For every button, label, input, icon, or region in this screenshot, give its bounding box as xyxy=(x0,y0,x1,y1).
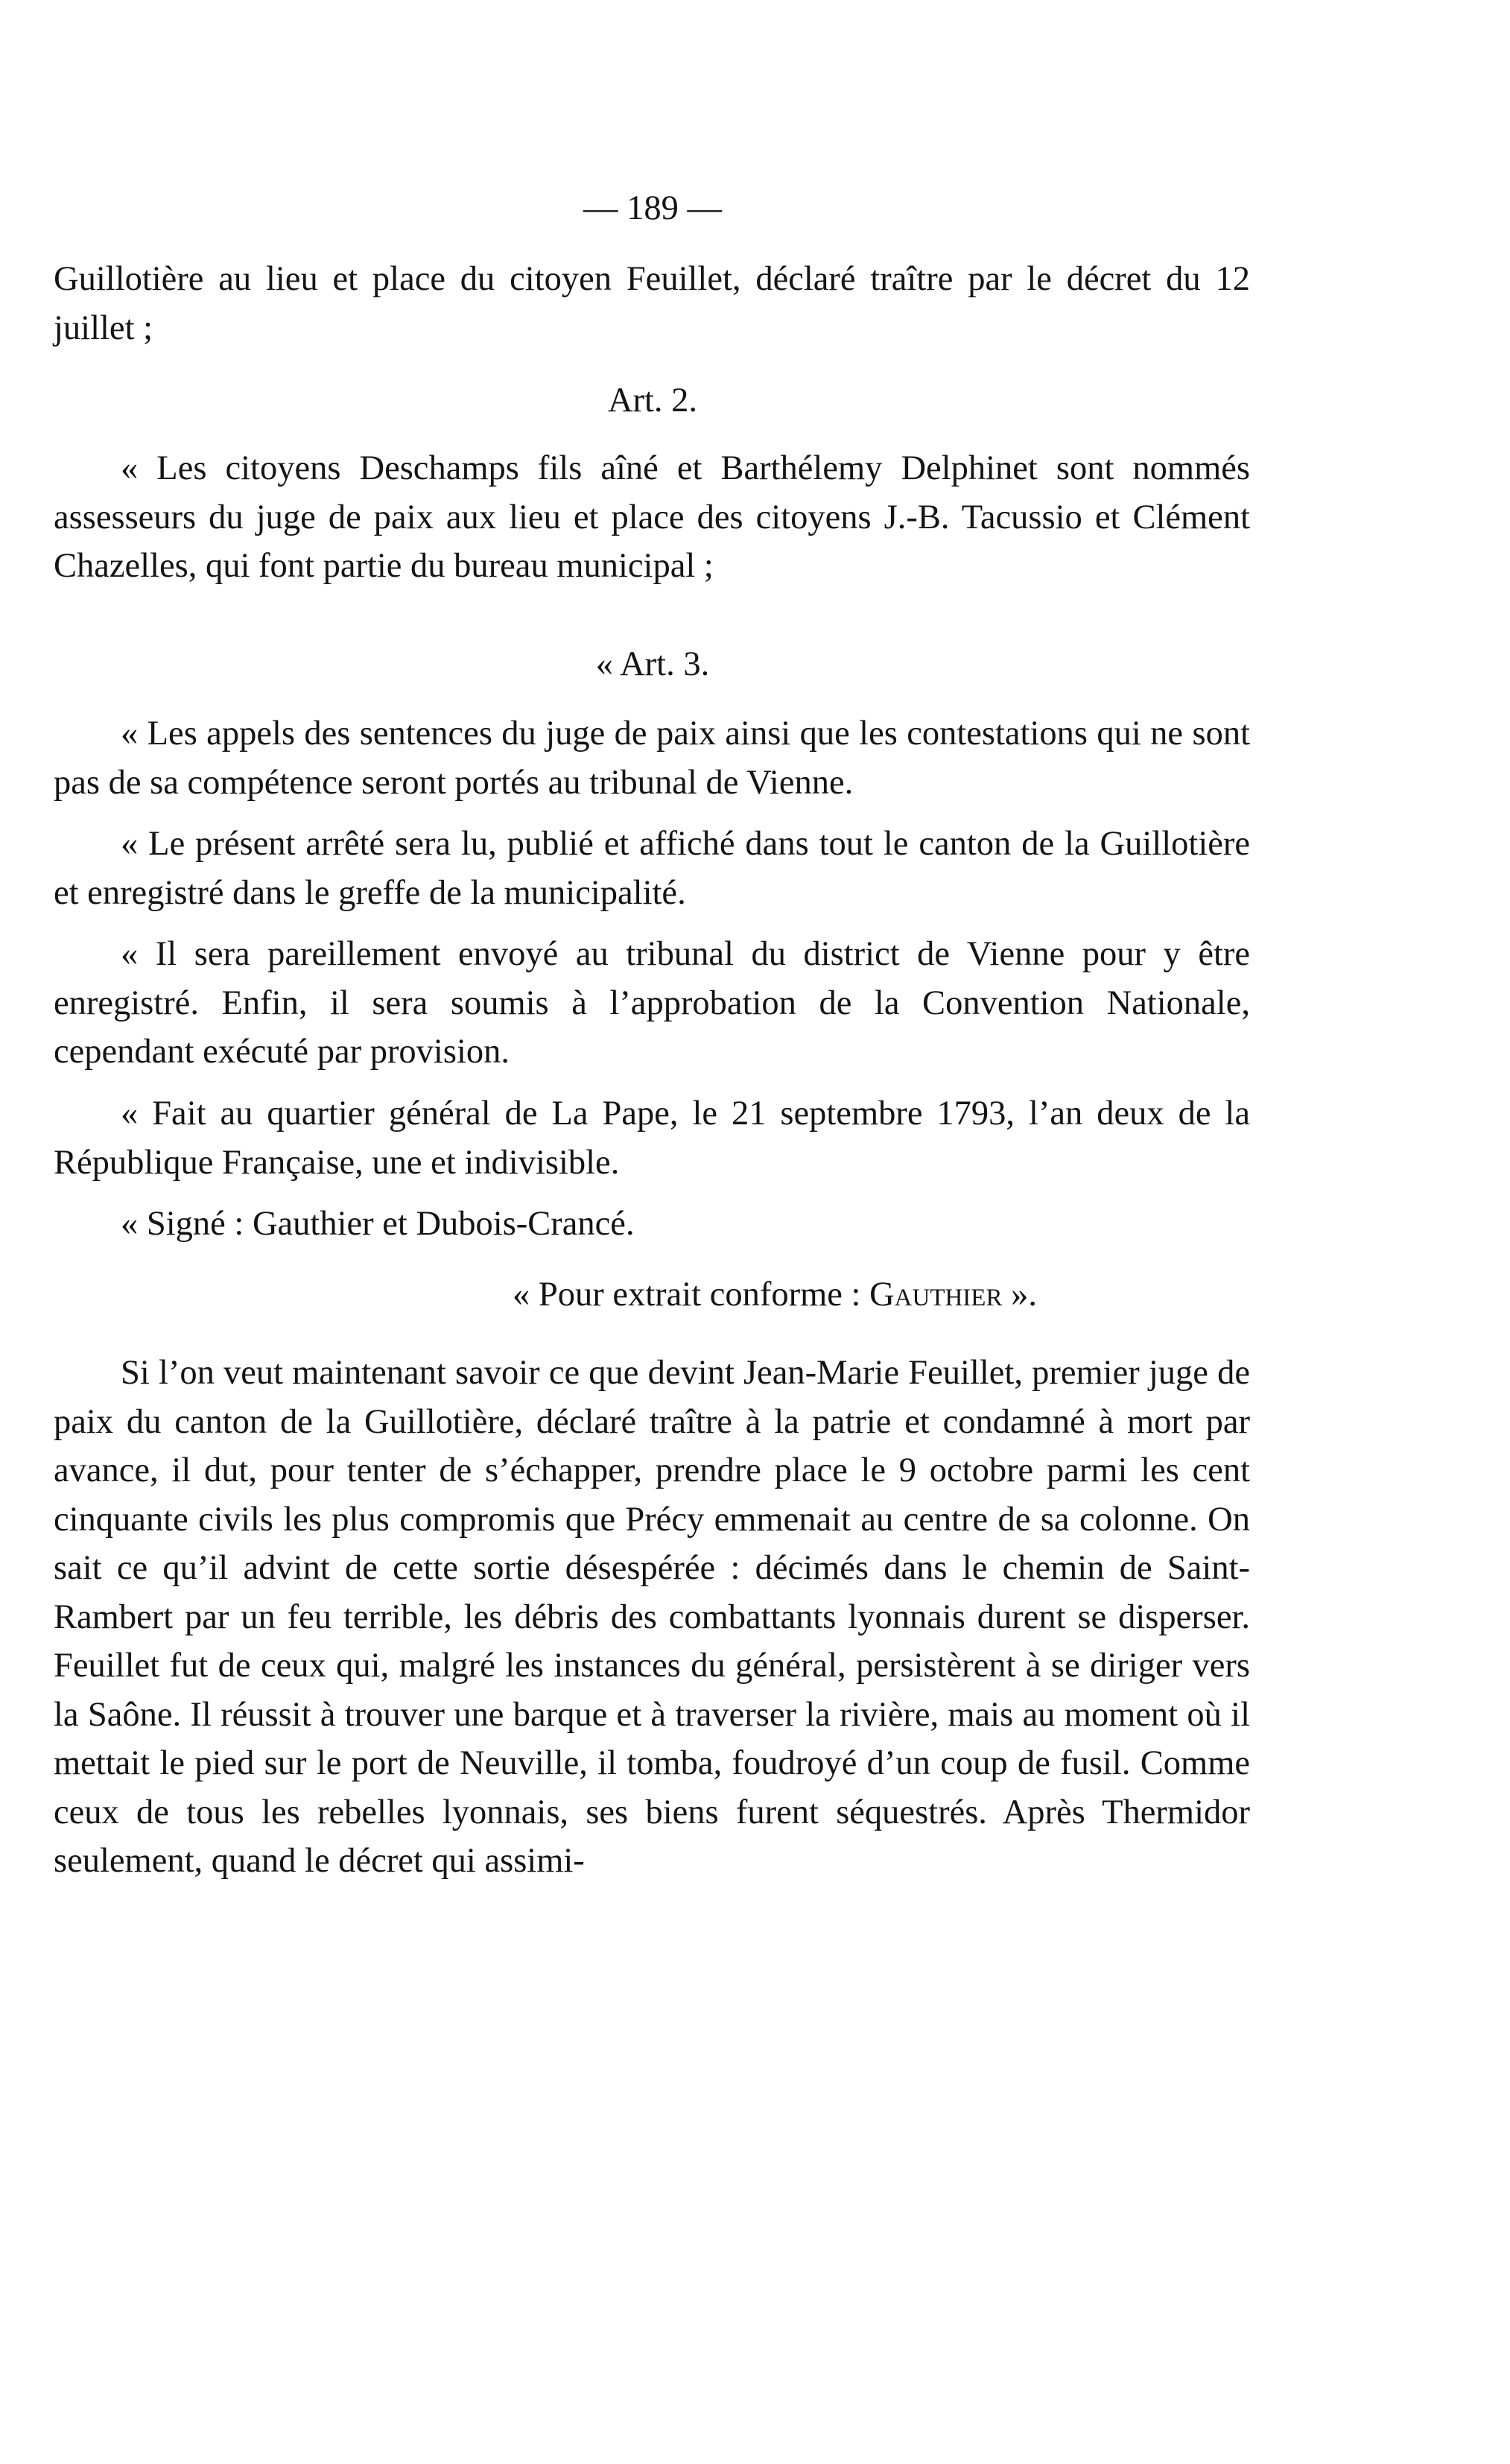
paragraph-appeals: « Les appels des sentences du juge de paix ainsi que les contestations qui ne sont pas de sa compétence seront portés au tribunal de Vienne. xyxy=(54,715,1250,802)
paragraph-assessors: « Les citoyens Deschamps fils aîné et Barthélemy Delphinet sont nommés assesseurs du juge de paix aux lieu et place des citoyens J.-B. Tacussio et Clément Chazelles, qui font partie du bureau municipal ; xyxy=(54,449,1250,585)
extract-attestation xyxy=(513,1273,1037,1317)
extract-signatory: Gauthier xyxy=(869,1276,1003,1314)
paragraph-done-at: « Fait au quartier général de La Pape, le 21 septembre 1793, l’an deux de la République Française, une et indivisible. xyxy=(54,1095,1250,1182)
extract-suffix: ». xyxy=(1002,1276,1037,1314)
paragraph-publication: « Le présent arrêté sera lu, publié et affiché dans tout le canton de la Guillotière et enregistré dans le greffe de la municipalité. xyxy=(54,825,1250,912)
article-3-heading: « Art. 3. xyxy=(595,645,710,683)
page-number: — 189 — xyxy=(583,189,722,227)
paragraph-continuation: Guillotière au lieu et place du citoyen Feuillet, déclaré traître par le décret du 12 juillet ; xyxy=(54,260,1250,347)
paragraph-feuillet-fate: Si l’on veut maintenant savoir ce que devint Jean-Marie Feuillet, premier juge de paix du canton de la Guillotière, déclaré traître à la patrie et condamné à mort par avance, il dut, pour tenter de s’échapper, prendre place le 9 octobre parmi les cent cinquante civils les plus compromis que Précy emmenait au centre de sa colonne. On sait ce qu’il advint de cette sortie désespérée : décimés dans le chemin de Saint-Rambert par un feu terrible, les débris des combattants lyonnais durent se disperser. Feuillet fut de ceux qui, malgré les instances du général, persistèrent à se diriger vers la Saône. Il réussit à trouver une barque et à traverser la rivière, mais au moment où il mettait le pied sur le port de Neuville, il tomba, foudroyé d’un coup de fusil. Comme ceux de tous les rebelles lyonnais, ses biens furent séquestrés. Après Thermidor seulement, quand le décret qui assimi- xyxy=(54,1354,1250,1880)
paragraph-tribunal: « Il sera pareillement envoyé au tribunal du district de Vienne pour y être enregistré. Enfin, il sera soumis à l’approbation de la Convention Nationale, cependant exécuté par provision. xyxy=(54,935,1250,1071)
article-2-heading: Art. 2. xyxy=(607,381,698,419)
extract-prefix: « Pour extrait conforme : xyxy=(513,1276,870,1314)
paragraph-signed: « Signé : Gauthier et Dubois-Crancé. xyxy=(121,1205,635,1243)
